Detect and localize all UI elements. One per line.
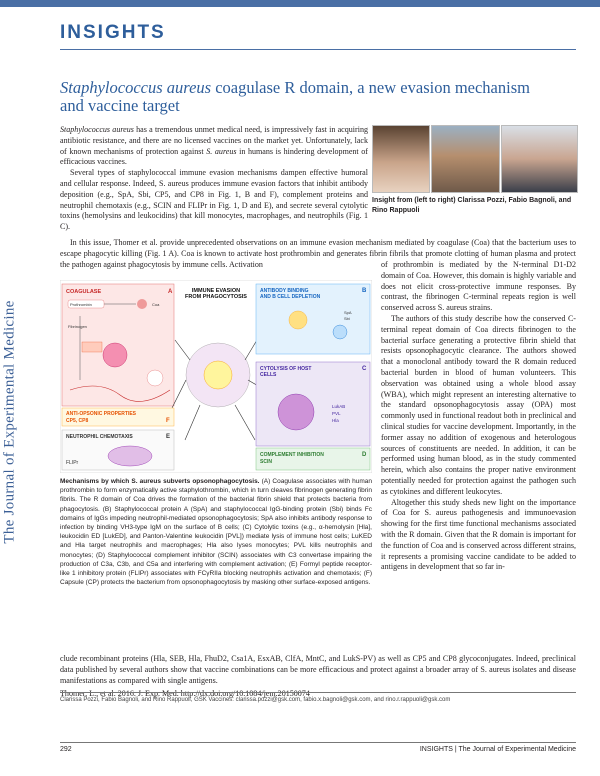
intro-paragraph-3: In this issue, Thomer et al. provide unprecedented observations on an immune evasion mechanism mediated by coagulase (Coa) that the bacterium uses to escape phagocytic killing (Fig. 1 A). Coa is known to activate host prothrombin and generates fibrin fibrils that promote clotting of human plasma and protect the pathogen against phagocytosis by immune cells. Activation	[60, 238, 576, 269]
right-paragraph-1: of prothrombin is mediated by the N-terminal D1-D2 domain of Coa. However, this domain is highly variable and does not elicit cross-protective immune responses. By contrast, the fibrinogen C-terminal repeats region is well conserved across S. aureus strains.	[381, 260, 576, 313]
label-cytolysis-2: CELLS	[260, 372, 277, 378]
footer-rule-2	[60, 742, 576, 743]
panel-label-f: F	[166, 418, 170, 424]
author-contacts: Clarissa Pozzi, Fabio Bagnoli, and Rino Rappuoli, GSK Vaccines: clarissa.pozzi@gsk.com, fabio.x.bagnoli@gsk.com, and rino.r.rappuoli@gsk.com	[60, 697, 451, 703]
photo-rino-rappuoli	[501, 125, 578, 193]
intro-italic-1: Staphylococcus aureus	[60, 125, 134, 134]
panel-label-c: C	[362, 366, 367, 372]
coa-molecule	[137, 299, 147, 309]
label-antibody-2: AND B CELL DEPLETION	[260, 294, 321, 300]
label-spa: SpA	[344, 310, 352, 315]
label-evasion-2: FROM PHAGOCYTOSIS	[185, 294, 247, 300]
intro-paragraph-2: Several types of staphylococcal immune evasion mechanisms dampen effective humoral and cellular response. Indeed, S. aureus produces immune evasion factors that inhibit antibody deposition (e.g., SpA, Sbi, CP5, and CP8 in Fig. 1, B and F), complement proteins and neutrophil chemotaxis (e.g., SCIN and FLIPr in Fig. 1, D and E), and secrete several cytolytic toxins (hemolysins and leukocidins) that kill monocytes, macrophages, and neutrophils (Fig. 1 C).	[60, 168, 368, 232]
footer-rule	[60, 692, 576, 693]
panel-label-b: B	[362, 288, 367, 294]
journal-sidebar-text: The Journal of Experimental Medicine	[1, 300, 18, 544]
label-antibody-1: ANTIBODY BINDING	[260, 288, 309, 294]
panel-label-a: A	[168, 289, 173, 295]
right-paragraph-3: Altogether this study sheds new light on the importance of Coa for S. aureus pathogenesis and immunoevasion showing for the first time functional mechanisms associated with the R domain. Given that the R domain is important for the function of Coa and is conserved across different strains, it represents a promising vaccine candidate to be added to antigens in development that so far in-	[381, 497, 576, 572]
label-lukab: LukAB	[332, 404, 346, 409]
title-rest: coagulase R domain, a new evasion mechanism and vaccine target	[60, 78, 530, 115]
label-sbi: Sbi	[344, 316, 350, 321]
fibrin-mesh	[82, 342, 102, 352]
right-column	[381, 260, 576, 573]
label-pvl: PVL	[332, 411, 341, 416]
intro-italic-2: S. aureus	[206, 146, 237, 156]
label-prothrombin: Prothrombin	[70, 302, 92, 307]
label-neutrophil: NEUTROPHIL CHEMOTAXIS	[66, 434, 133, 440]
title-italic: Staphylococcus aureus	[60, 78, 212, 97]
label-fibrinogen: Fibrinogen	[68, 324, 87, 329]
header-bar	[0, 0, 600, 7]
photo-caption: Insight from (left to right) Clarissa Pozzi, Fabio Bagnoli, and Rino Rappuoli	[372, 197, 572, 214]
figure-caption-bold: Mechanisms by which S. aureus subverts opsonophagocytosis.	[60, 478, 260, 485]
s-aureus-center	[204, 361, 232, 389]
label-coa: Coa	[152, 302, 160, 307]
intro-paragraph-1	[60, 125, 368, 168]
intro-text-1-end: in humans is hindering development of efficacious vaccines.	[60, 146, 368, 167]
label-evasion-1: IMMUNE EVASION	[191, 288, 241, 294]
label-cps: CP5, CP8	[66, 418, 89, 424]
bacterium-b	[289, 311, 307, 329]
reference: Thomer, L., et al. 2016. J. Exp. Med. http://dx.doi.org/10.1084/jem.20150074	[60, 689, 310, 699]
photo-fabio-bagnoli	[431, 125, 500, 193]
label-complement-2: SCIN	[260, 459, 272, 465]
intro-text-1: has a tremendous unmet medical need, is impressively fast in acquiring antibiotic resistance, and there are no licensed vaccines on the market yet. Unfortunately, lack of known mechanisms of protection against	[60, 125, 368, 156]
page-number: 292	[60, 746, 72, 753]
intro-column	[60, 125, 368, 233]
journal-sidebar	[2, 262, 18, 582]
label-hla: Hla	[332, 418, 339, 423]
bottom-text-wrap	[60, 654, 576, 700]
figure-1	[60, 280, 372, 473]
bottom-paragraph: clude recombinant proteins (Hla, SEB, Hla, FhuD2, Csa1A, EsxAB, ClfA, MntC, and LukS-PV) as well as CP5 and CP8 glycoconjugates. Indeed, preclinical data published by several authors show that vaccine combinations can be more efficacious and protect against a broader array of S. aureus isolates and disease manifestations as compared with single antigens.	[60, 654, 576, 685]
label-cytolysis-1: CYTOLYSIS OF HOST	[260, 366, 312, 372]
panel-label-d: D	[362, 452, 367, 458]
host-cell	[278, 394, 314, 430]
section-label: INSIGHTS	[60, 22, 166, 43]
label-flipr: FLIPr	[66, 460, 79, 466]
photo-clarissa-pozzi	[372, 125, 430, 193]
b-cell	[333, 325, 347, 339]
figure-caption-text: (A) Coagulase associates with human prothrombin to form enzymatically active staphylothrombin, which in turn cleaves fibrinogen generating fibrin fibrils. The R domain of Coa drives the formation of the bacterial fibrin shield that protects bacteria from phagocytosis. (B) Staphylococcal protein A (SpA) and staphylococcal IgG-binding protein (Sbi) binds Fc domains of IgGs impeding neutrophil-mediated opsonophagocytosis; SpA also inhibits antibody response to infection by binding VH3-type IgM on the surface of B cells; (C) Cytolytic toxins (e.g., α-hemolysin [Hla], leukocidin ED [LukED], and Panton-Valentine leukocidin [PVL]) mediate lysis of immune host cells; LuKED and Hla target neutrophils and macrophages; Hla also lyses monocytes; PVL kills neutrophils and monocytes; (D) Staphylococcal complement inhibitor (SCIN) associates with C3 convertase impairing the production of C3a, C3b, and C5a and interfering with complement activation; (E) Formyl peptide receptor-like 1 inhibitory protein (FLIPr) associates with FCγRIIa blocking neutrophils activation and chemotaxis; (F) Capsule (CP) protects the bacterium from opsonophagocytosis by masking other surface-exposed antigens.	[60, 478, 373, 587]
panel-label-e: E	[166, 434, 171, 440]
figure-caption	[60, 477, 372, 587]
article-title	[60, 79, 530, 115]
header-rule	[60, 49, 576, 50]
label-coagulase: COAGULASE	[66, 289, 102, 295]
right-paragraph-2: The authors of this study describe how the conserved C-terminal repeat domain of Coa directs fibrinogen to the bacterial surface generating a protective fibrin shield that resists opsonophagocytic clearance. The authors showed that a monoclonal antibody toward the R domain reduced bacterial burden in blood of human volunteers. This observation was obtained using a whole blood assay (WBA), which might represent an interesting alternative to the standard opsonophagocytosis assay (OPA) most commonly used in functional readout both in preclinical and clinical studies for vaccine development. Importantly, in the former assay no addition of exogenous and heterologous sources of constituents are needed. In addition, it can be performed using human blood, as in the study commented herein, which also contains the proper native environment potentially needed for protection against the pathogen such as cytokines and different leukocytes.	[381, 313, 576, 496]
label-anti-opsonic: ANTI-OPSONIC PROPERTIES	[66, 411, 137, 417]
bacterium-a	[103, 343, 127, 367]
fibrin-shield	[147, 370, 163, 386]
neutrophil-cell	[108, 446, 152, 466]
label-complement-1: COMPLEMENT INHIBITION	[260, 452, 324, 458]
journal-footer: INSIGHTS | The Journal of Experimental Medicine	[419, 746, 576, 753]
